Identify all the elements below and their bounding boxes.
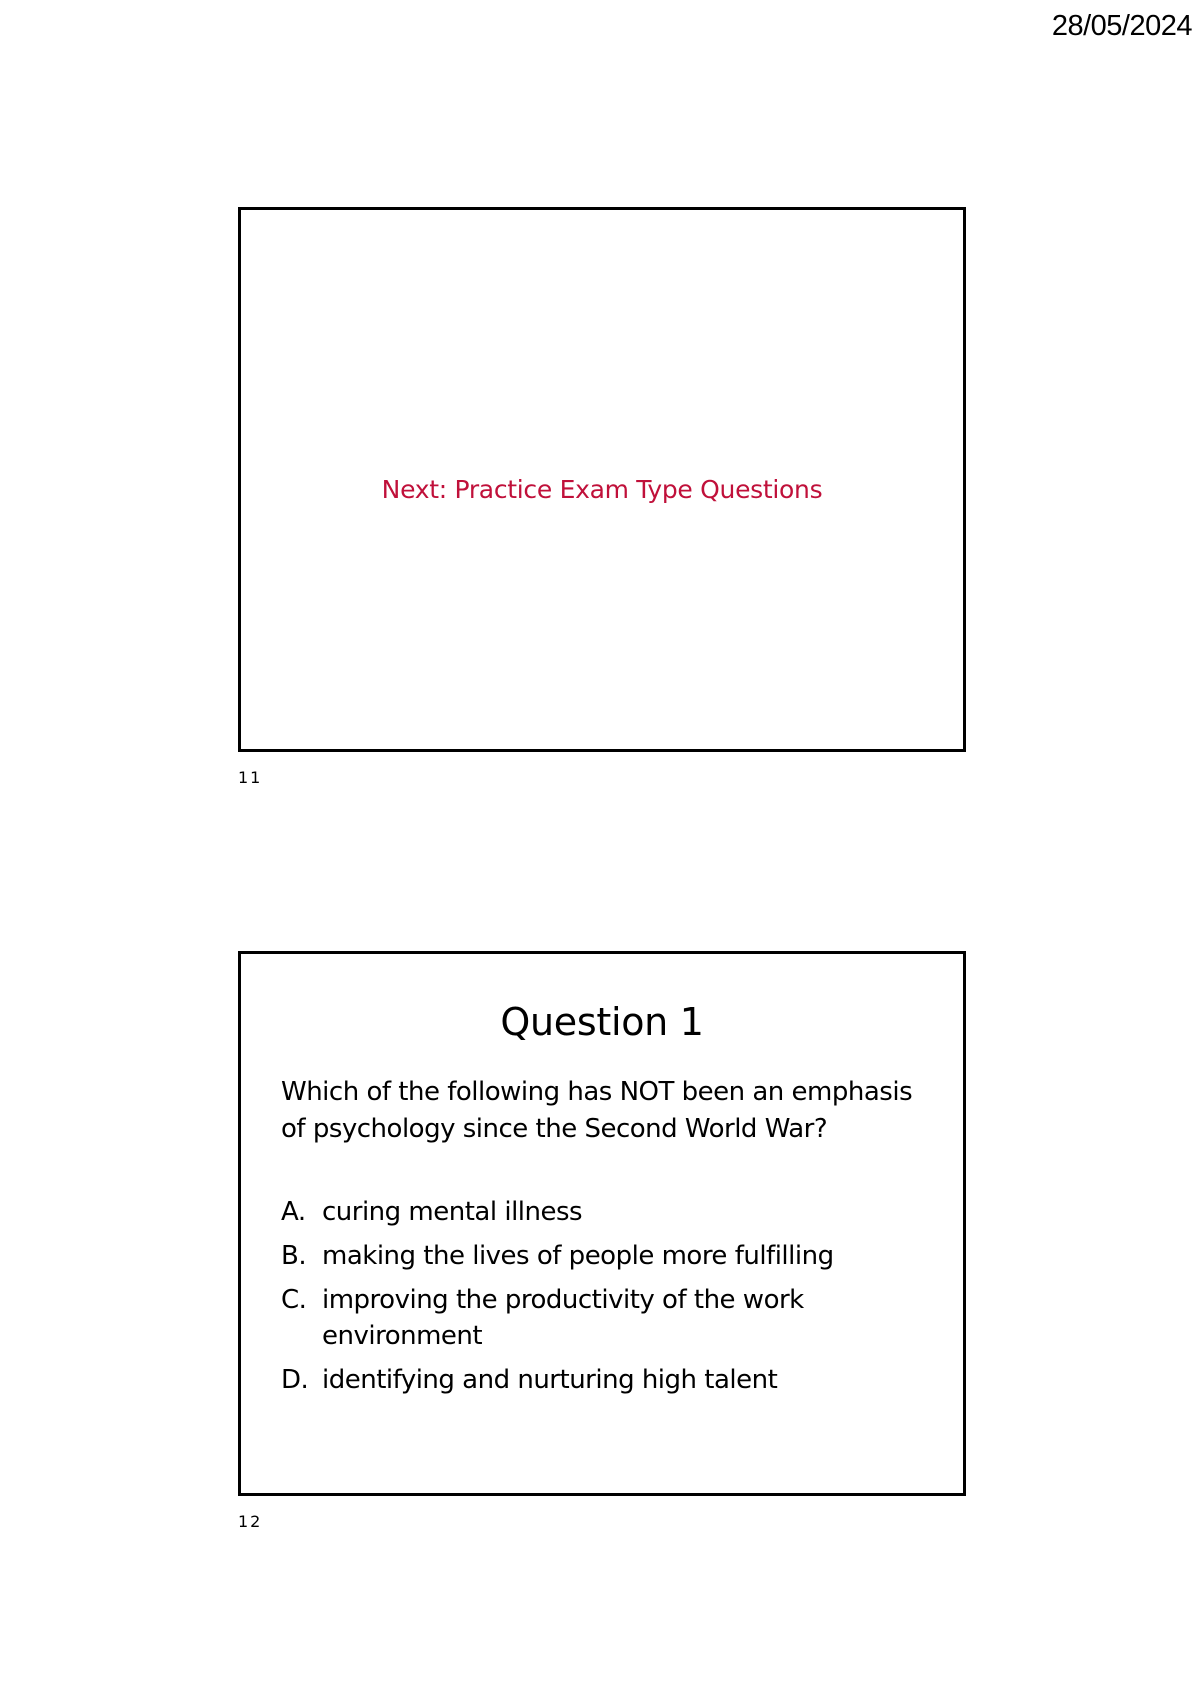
slide-12-number: 12 bbox=[238, 1512, 263, 1531]
option-d bbox=[281, 1362, 935, 1398]
page-date: 28/05/2024 bbox=[1051, 10, 1192, 42]
option-text: identifying and nurturing high talent bbox=[322, 1365, 778, 1395]
slide-11-title: Next: Practice Exam Type Questions bbox=[381, 475, 823, 504]
option-c bbox=[281, 1282, 935, 1354]
slide-12 bbox=[238, 951, 966, 1496]
option-text: curing mental illness bbox=[322, 1197, 583, 1227]
option-letter: C. bbox=[281, 1285, 307, 1315]
option-b bbox=[281, 1238, 935, 1274]
slide-11 bbox=[238, 207, 966, 752]
question-text: Which of the following has NOT been an emphasis of psychology since the Second World War? bbox=[281, 1077, 913, 1144]
option-text: making the lives of people more fulfilling bbox=[322, 1241, 834, 1271]
answer-options bbox=[281, 1194, 935, 1406]
option-letter: B. bbox=[281, 1241, 307, 1271]
slide-11-number: 11 bbox=[238, 768, 263, 787]
option-a bbox=[281, 1194, 935, 1230]
option-letter: A. bbox=[281, 1197, 306, 1227]
option-letter: D. bbox=[281, 1365, 309, 1395]
option-text: improving the productivity of the work environment bbox=[322, 1285, 804, 1351]
question-title: Question 1 bbox=[500, 1000, 704, 1044]
